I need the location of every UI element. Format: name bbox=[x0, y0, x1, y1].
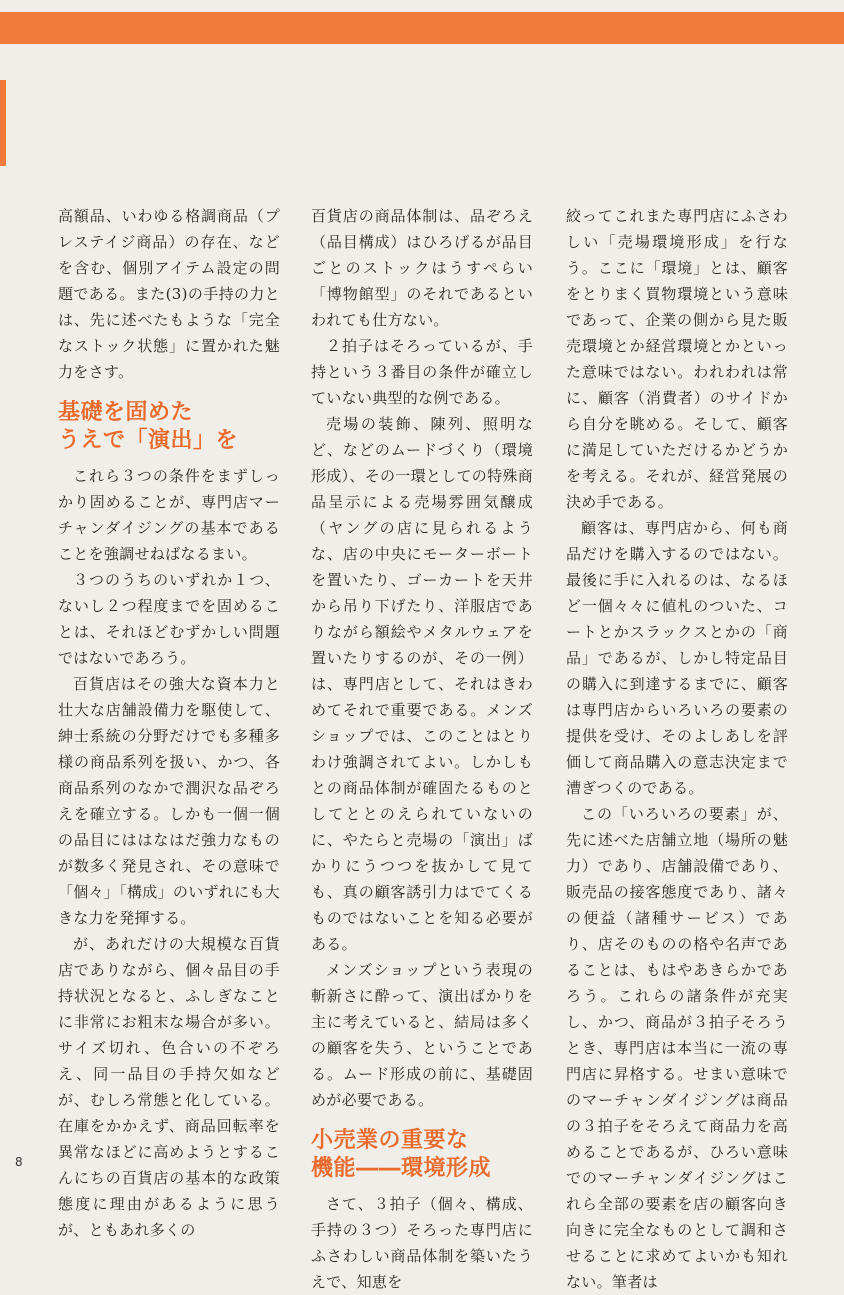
paragraph: メンズショップという表現の斬新さに酔って、演出ばかりを主に考えていると、結局は多くの顧客を失う、ということである。ムード形成の前に、基礎固めが必要である。 bbox=[311, 961, 533, 1109]
left-edge-tab bbox=[0, 80, 6, 166]
text-column-2 bbox=[311, 203, 533, 1295]
section-heading-line: 機能――環境形成 bbox=[311, 1156, 492, 1181]
text-column-1 bbox=[58, 203, 280, 1243]
text-column-3 bbox=[566, 203, 788, 1295]
paragraph: ２拍子はそろっているが、手持という３番目の条件が確立していない典型的な例である。 bbox=[311, 337, 533, 407]
section-heading-line: うえで「演出」を bbox=[58, 428, 239, 453]
paragraph: この「いろいろの要素」が、先に述べた店舗立地（場所の魅力）であり、店舗設備であり、販売品の接客態度であり、諸々の便益（諸種サービス）であり、店そのものの格や名声であることは、もはやあきらかであろう。これらの諸条件が充実し、かつ、商品が３拍子そろうとき、専門店は本当に一流の専門店に昇格する。せまい意味でのマーチャンダイジングは商品の３拍子をそろえて商品力を高めることであるが、ひろい意味でのマーチャンダイジングはこれら全部の要素を店の顧客向き向きに完全なものとして調和させることに求めてよいかも知れない。筆者は bbox=[566, 805, 788, 1291]
section-heading bbox=[58, 399, 280, 455]
paragraph: が、あれだけの大規模な百貨店でありながら、個々品目の手持状況となると、ふしぎなことに非常にお粗末な場合が多い。サイズ切れ、色合いの不ぞろえ、同一品目の手持欠如などが、むしろ常態と化している。在庫をかかえず、商品回転率を異常なほどに高めようとするこんにちの百貨店の基本的な政策態度に理由があるように思うが、ともあれ多くの bbox=[58, 935, 280, 1239]
paragraph: 百貨店はその強大な資本力と壮大な店舗設備力を駆使して、紳士系統の分野だけでも多種多様の商品系列を扱い、かつ、各商品系列のなかで潤沢な品ぞろえを確立する。しかも一個一個の品目にははなはだ強力なものが数多く発見され、その意味で「個々」「構成」のいずれにも大きな力を発揮する。 bbox=[58, 675, 281, 927]
paragraph: これら３つの条件をまずしっかり固めることが、専門店マーチャンダイジングの基本であることを強調せねばなるまい。 bbox=[58, 467, 280, 563]
paragraph: 絞ってこれまた専門店にふさわしい「売場環境形成」を行なう。ここに「環境」とは、顧客をとりまく買物環境という意味であって、企業の側から見た販売環境とか経営環境とかといった意味ではない。われわれは常に、顧客（消費者）のサイドから自分を眺める。そして、顧客に満足していただけるかどうかを考える。それが、経営発展の決め手である。 bbox=[566, 207, 788, 511]
section-heading-line: 基礎を固めた bbox=[58, 400, 194, 425]
paragraph: 百貨店の商品体制は、品ぞろえ（品目構成）はひろげるが品目ごとのストックはうすぺらい「博物館型」のそれであるといわれても仕方ない。 bbox=[311, 207, 533, 329]
paragraph: 売場の装飾、陳列、照明など、などのムードづくり（環境形成）、その一環としての特殊商品呈示による売場雰囲気醸成（ヤングの店に見られるような、店の中央にモーターボートを置いたり、ゴーカートを天井から吊り下げたり、洋服店でありながら額絵やメタルウェアを置いたりするのが、その一例）は、専門店として、それはきわめてそれで重要である。メンズショップでは、このことはとりわけ強調されてよい。しかしもとの商品体制が確固たるものとしてととのえられていないのに、やたらと売場の「演出」ばかりにうつつを抜かして見ても、真の顧客誘引力はでてくるものではないことを知る必要がある。 bbox=[311, 415, 534, 953]
section-heading bbox=[311, 1127, 533, 1183]
paragraph: 顧客は、専門店から、何も商品だけを購入するのではない。最後に手に入れるのは、なるほど一個々々に値札のついた、コートとかスラックスとかの「商品」であるが、しかし特定品目の購入に到達するまでに、顧客は専門店からいろいろの要素の提供を受け、そのよしあしを評価して商品購入の意志決定まで漕ぎつくのである。 bbox=[566, 519, 788, 797]
paragraph: 高額品、いわゆる格調商品（プレステイジ商品）の存在、などを含む、個別アイテム設定の問題である。また(3)の手持の力とは、先に述べたもような「完全なストック状態」に置かれた魅力をさす。 bbox=[58, 207, 280, 381]
top-color-band bbox=[0, 12, 844, 44]
paragraph: さて、３拍子（個々、構成、手持の３つ）そろった専門店にふさわしい商品体制を築いたうえで、知恵を bbox=[311, 1195, 533, 1291]
section-heading-line: 小売業の重要な bbox=[311, 1128, 469, 1153]
paragraph: ３つのうちのいずれか１つ、ないし２つ程度までを固めることは、それほどむずかしい問題ではないであろう。 bbox=[58, 571, 280, 667]
page-number: 8 bbox=[15, 1155, 23, 1169]
